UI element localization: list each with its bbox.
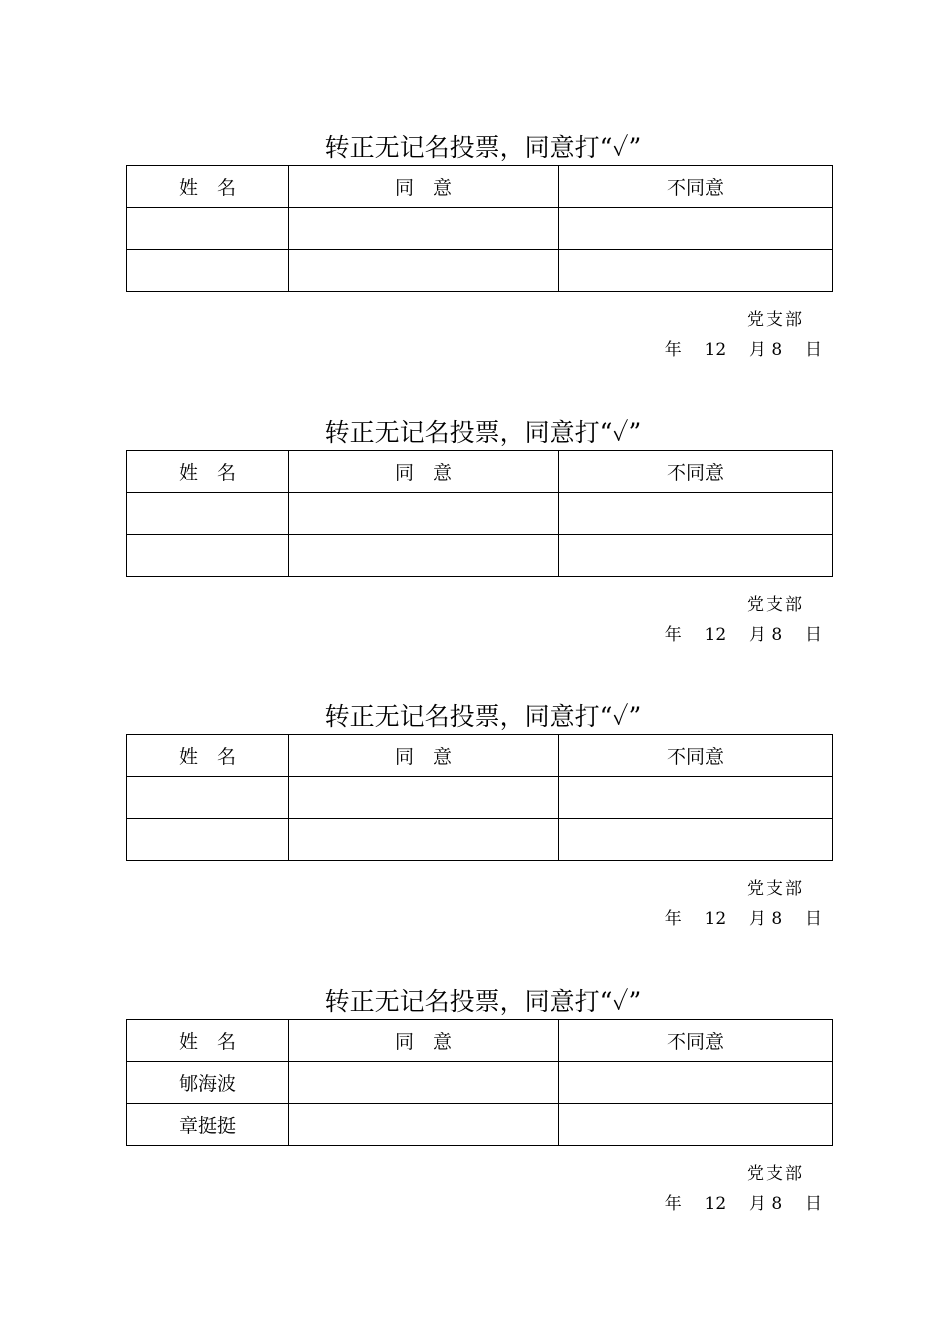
year-label: 年 [664, 1194, 682, 1214]
signature-date [665, 1189, 822, 1214]
ballot-1 [126, 133, 832, 362]
header-agree: 同 意 [289, 735, 559, 777]
day-label: 日 [805, 340, 822, 360]
ballot-3 [126, 702, 832, 931]
day-value: 8 [771, 909, 783, 929]
vote-table [126, 1019, 833, 1146]
day-label: 日 [805, 1194, 822, 1214]
cell-agree[interactable] [289, 208, 559, 250]
cell-disagree[interactable] [559, 493, 833, 535]
table-row [127, 535, 833, 577]
table-header-row [127, 1020, 833, 1062]
year-label: 年 [664, 625, 682, 645]
cell-name [127, 250, 289, 292]
ballot-title: 转正无记名投票，同意打“✓” [324, 702, 642, 731]
header-name: 姓 名 [127, 451, 289, 493]
cell-agree[interactable] [289, 535, 559, 577]
year-label: 年 [664, 909, 682, 929]
ballot-title: 转正无记名投票，同意打“✓” [324, 987, 642, 1016]
day-label: 日 [805, 909, 822, 929]
month-label: 月 [748, 340, 766, 360]
day-value: 8 [771, 1194, 783, 1214]
month-label: 月 [748, 625, 766, 645]
signature-block [126, 1146, 832, 1216]
table-header-row [127, 451, 833, 493]
day-value: 8 [771, 340, 783, 360]
year-label: 年 [664, 340, 682, 360]
vote-table [126, 734, 833, 861]
table-row [127, 819, 833, 861]
cell-name: 郇海波 [127, 1062, 289, 1104]
table-row [127, 208, 833, 250]
table-row [127, 250, 833, 292]
month-value: 12 [704, 909, 727, 929]
table-row [127, 1062, 833, 1104]
day-label: 日 [805, 625, 822, 645]
signature-block [126, 577, 832, 647]
header-agree: 同 意 [289, 166, 559, 208]
header-name: 姓 名 [127, 735, 289, 777]
ballot-title: 转正无记名投票，同意打“✓” [324, 418, 642, 447]
ballot-4 [126, 987, 832, 1216]
header-disagree: 不同意 [559, 166, 833, 208]
cell-name [127, 535, 289, 577]
cell-disagree[interactable] [559, 535, 833, 577]
signature-date [665, 620, 822, 645]
signature-block [126, 861, 832, 931]
cell-disagree[interactable] [559, 1062, 833, 1104]
cell-disagree[interactable] [559, 819, 833, 861]
vote-table [126, 165, 833, 292]
header-disagree: 不同意 [559, 1020, 833, 1062]
table-row [127, 493, 833, 535]
header-name: 姓 名 [127, 1020, 289, 1062]
day-value: 8 [771, 625, 783, 645]
month-label: 月 [748, 909, 766, 929]
signature-block [126, 292, 832, 362]
cell-agree[interactable] [289, 777, 559, 819]
cell-agree[interactable] [289, 1062, 559, 1104]
party-branch-label: 党支部 [747, 310, 804, 330]
cell-name [127, 493, 289, 535]
cell-disagree[interactable] [559, 777, 833, 819]
cell-name [127, 777, 289, 819]
cell-agree[interactable] [289, 493, 559, 535]
table-header-row [127, 166, 833, 208]
cell-name [127, 819, 289, 861]
header-agree: 同 意 [289, 1020, 559, 1062]
vote-table [126, 450, 833, 577]
cell-agree[interactable] [289, 250, 559, 292]
table-header-row [127, 735, 833, 777]
cell-agree[interactable] [289, 1104, 559, 1146]
ballot-title: 转正无记名投票，同意打“✓” [324, 133, 642, 162]
header-name: 姓 名 [127, 166, 289, 208]
cell-disagree[interactable] [559, 208, 833, 250]
month-value: 12 [704, 625, 727, 645]
table-row [127, 1104, 833, 1146]
cell-disagree[interactable] [559, 250, 833, 292]
cell-name: 章挺挺 [127, 1104, 289, 1146]
party-branch-label: 党支部 [747, 879, 804, 899]
signature-date [665, 904, 822, 929]
party-branch-label: 党支部 [747, 595, 804, 615]
cell-agree[interactable] [289, 819, 559, 861]
cell-disagree[interactable] [559, 1104, 833, 1146]
header-disagree: 不同意 [559, 451, 833, 493]
header-disagree: 不同意 [559, 735, 833, 777]
table-row [127, 777, 833, 819]
month-value: 12 [704, 340, 727, 360]
header-agree: 同 意 [289, 451, 559, 493]
month-value: 12 [704, 1194, 727, 1214]
cell-name [127, 208, 289, 250]
ballot-2 [126, 418, 832, 647]
signature-date [665, 335, 822, 360]
month-label: 月 [748, 1194, 766, 1214]
party-branch-label: 党支部 [747, 1164, 804, 1184]
